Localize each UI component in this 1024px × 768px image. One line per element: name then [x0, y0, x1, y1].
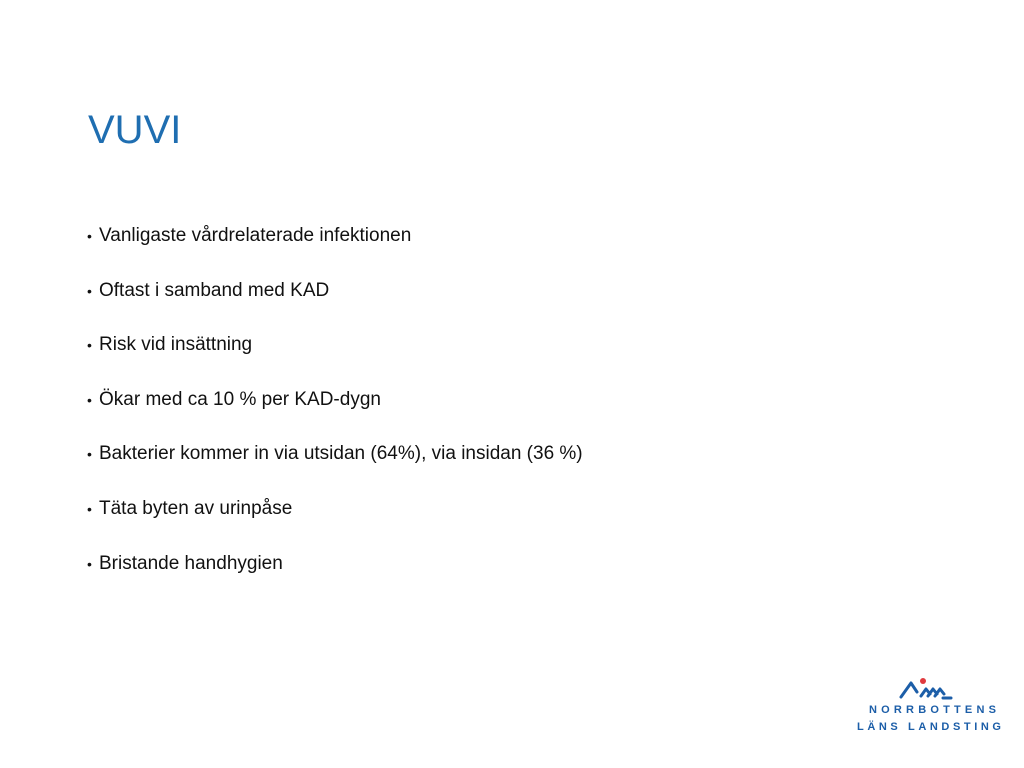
- bullet-icon: •: [87, 500, 92, 517]
- bullet-text: Oftast i samband med KAD: [99, 279, 330, 301]
- bullet-list: [87, 222, 583, 604]
- bullet-text: Täta byten av urinpåse: [99, 497, 293, 519]
- logo-text-line1: NORRBOTTENS: [869, 704, 1001, 716]
- bullet-text: Risk vid insättning: [99, 334, 253, 356]
- bullet-icon: •: [87, 337, 92, 354]
- list-item: [87, 550, 583, 578]
- bullet-text: Bristande handhygien: [99, 552, 283, 574]
- list-item: [87, 331, 583, 359]
- bullet-icon: •: [87, 228, 92, 244]
- list-item: [87, 495, 583, 523]
- list-item: [87, 277, 583, 305]
- list-item: [87, 222, 583, 250]
- bullet-text: Ökar med ca 10 % per KAD-dygn: [99, 388, 381, 410]
- logo-text-line2: LÄNS LANDSTING: [857, 721, 1005, 733]
- list-item: [87, 386, 583, 414]
- bullet-text: Bakterier kommer in via utsidan (64%), via insidan (36 %): [99, 443, 583, 465]
- norrbottens-landsting-logo: [855, 676, 1005, 736]
- bullet-icon: •: [87, 555, 92, 572]
- bullet-text: Vanligaste vårdrelaterade infektionen: [99, 225, 412, 246]
- slide-title: VUVI: [88, 108, 182, 152]
- bullet-icon: •: [87, 446, 92, 463]
- norrbottens-landsting-logo-mark-icon: [899, 676, 953, 700]
- list-item: [87, 440, 583, 468]
- bullet-icon: •: [87, 282, 92, 299]
- bullet-icon: •: [87, 391, 92, 408]
